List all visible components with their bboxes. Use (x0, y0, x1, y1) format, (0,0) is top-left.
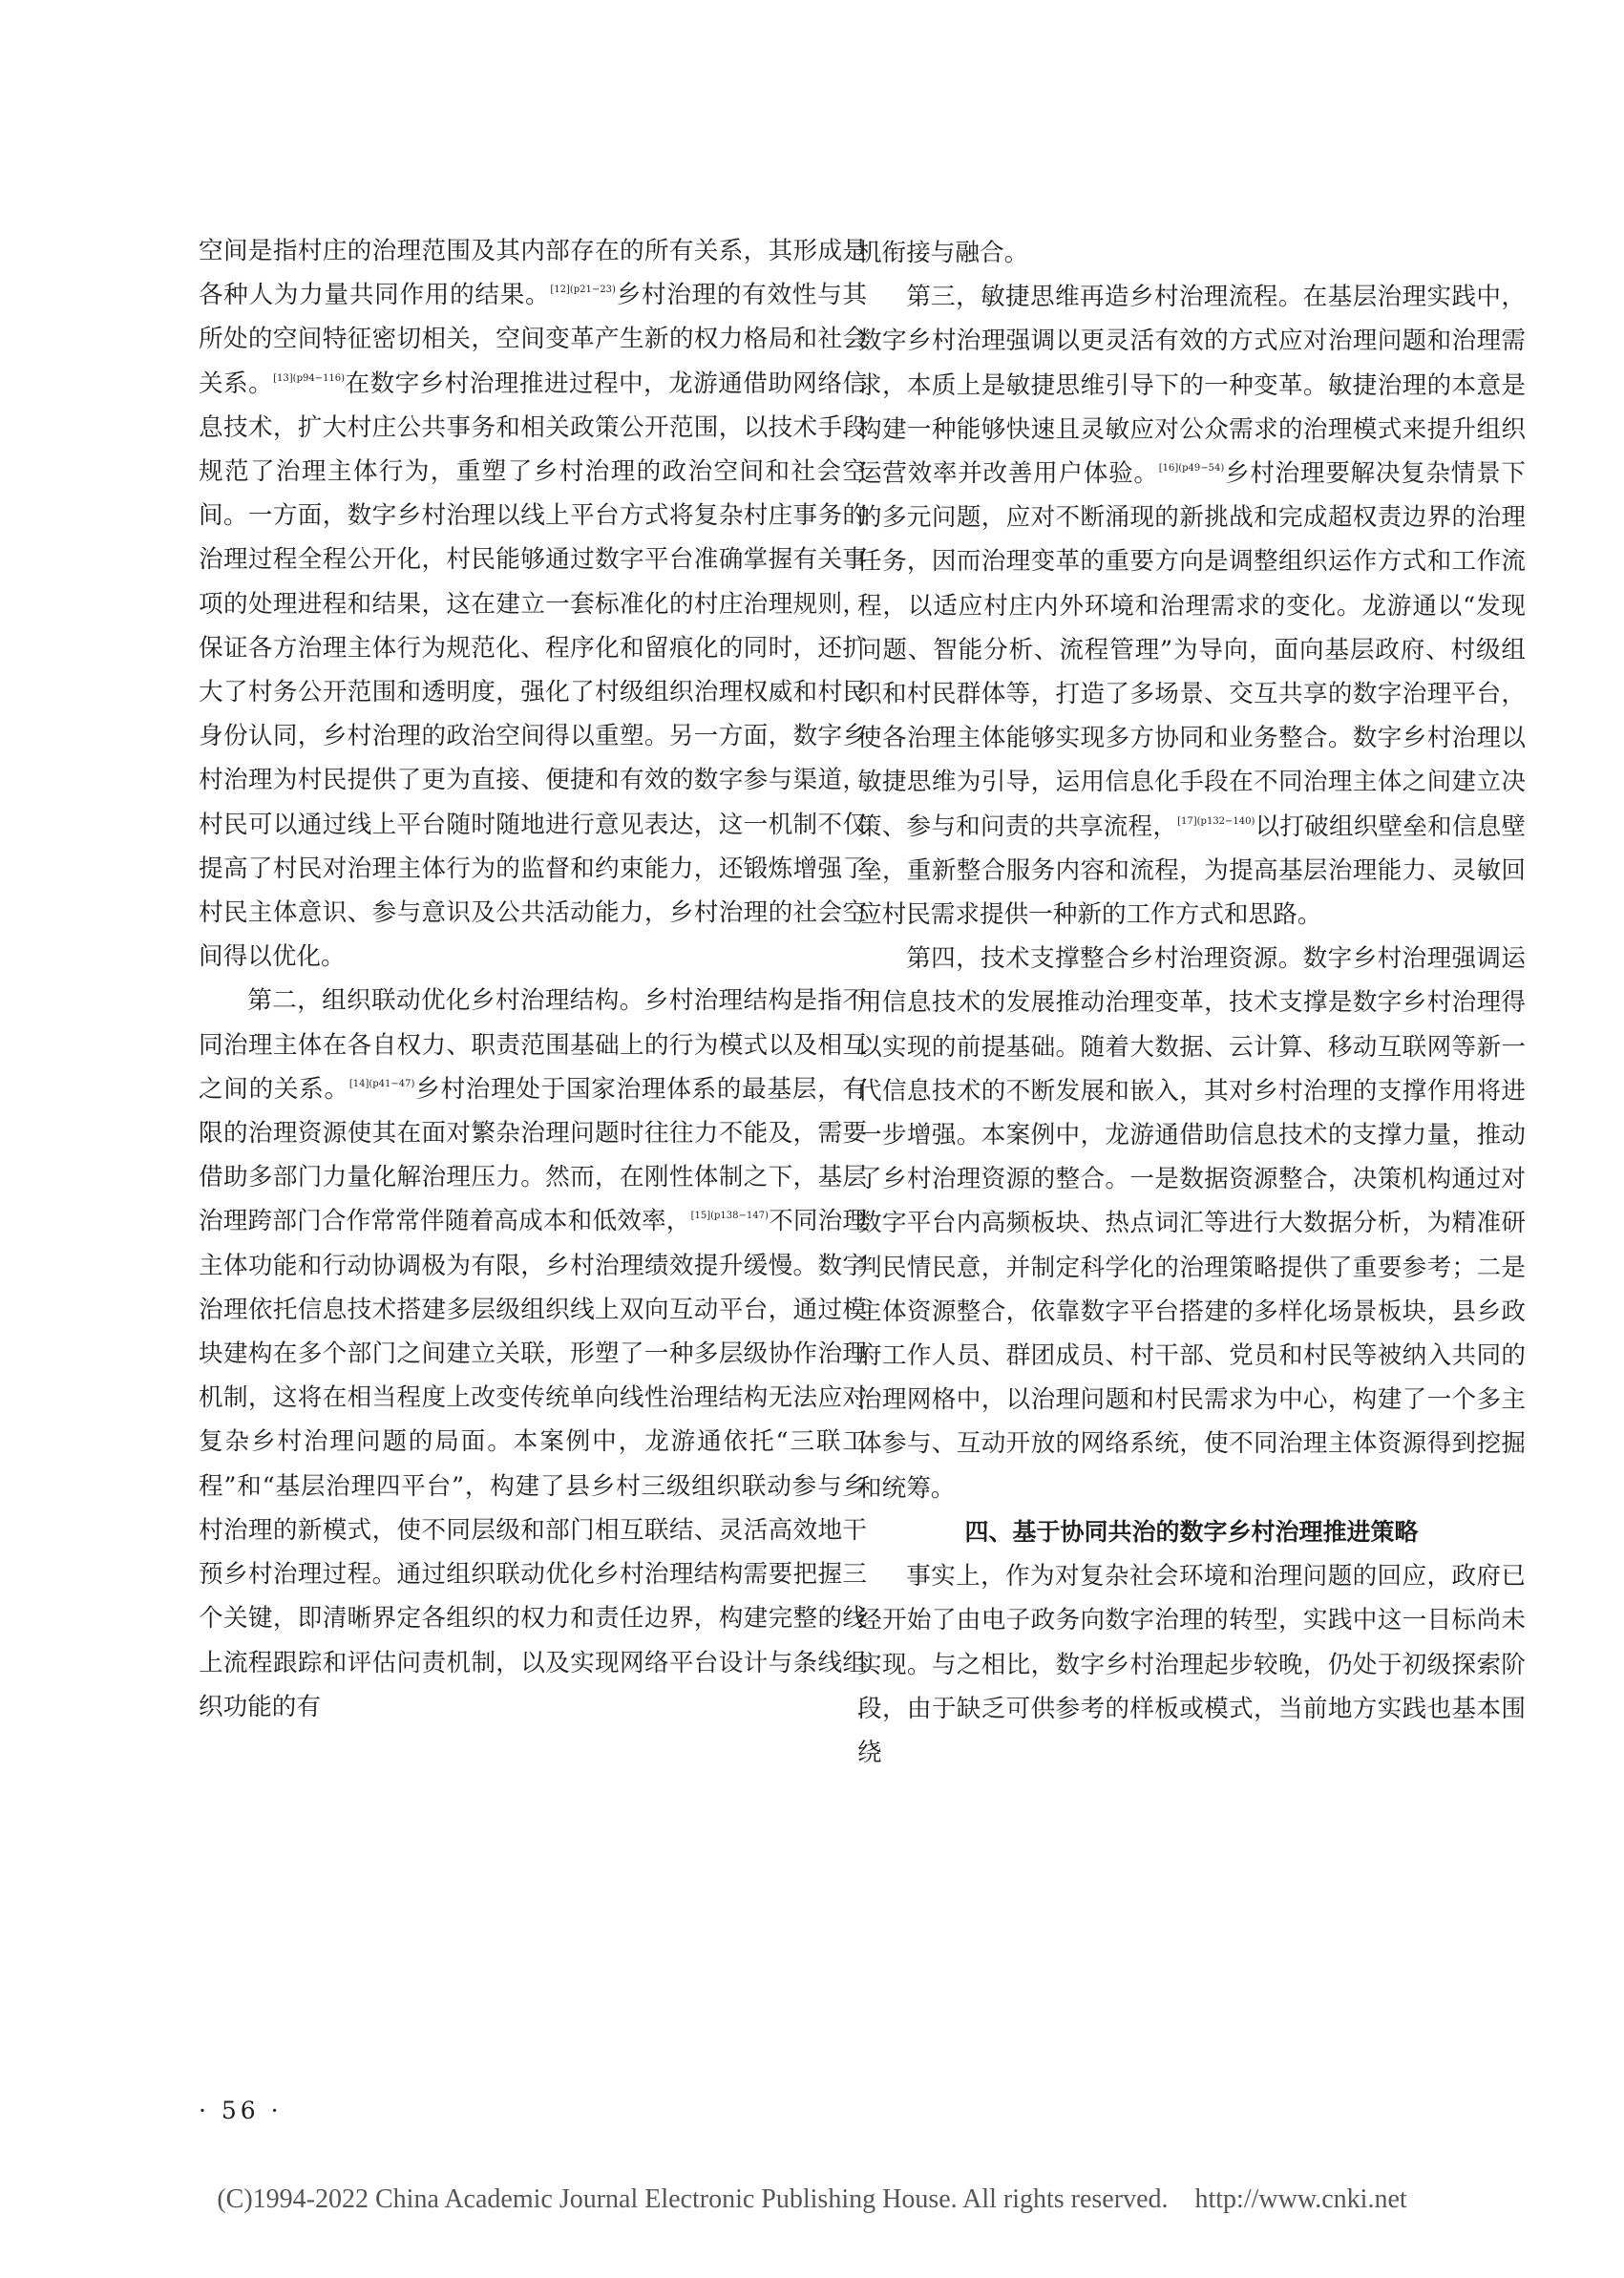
citation: [12](p21−23) (550, 285, 616, 296)
left-column (199, 229, 867, 1729)
right-column (857, 231, 1526, 1775)
paragraph-fourth-point: 第四，技术支撑整合乡村治理资源。数字乡村治理强调运用信息技术的发展推动治理变革，技术支撑是数字乡村治理得以实现的前提基础。随着大数据、云计算、移动互联网等新一代信息技术的不断发展和嵌入，其对乡村治理的支撑作用将进一步增强。本案例中，龙游通借助信息技术的支撑力量，推动了乡村治理资源的整合。一是数据资源整合，决策机构通过对数字平台内高频板块、热点词汇等进行大数据分析，为精准研判民情民意，并制定科学化的治理策略提供了重要参考；二是主体资源整合，依靠数字平台搭建的多样化场景板块，县乡政府工作人员、群团成员、村干部、党员和村民等被纳入共同的治理网格中，以治理问题和村民需求为中心，构建了一个多主体参与、互动开放的网络系统，使不同治理主体资源得到挖掘和统筹。 (857, 944, 1526, 1503)
copyright-footer: (C)1994-2022 China Academic Journal Electronic Publishing House. All rights reserved. http://www.cnki.net (217, 2184, 1407, 2214)
citation: [16](p49−54) (1158, 463, 1225, 475)
paragraph-space: 空间是指村庄的治理范围及其内部存在的所有关系，其形成是各种人为力量共同作用的结果。$^{[12](p21-23)}$乡村治理的有效性与其所处的空间特征密切相关，空间变革产生新的权力格局和社会关系。$^{[13](p94-116)}$在数字乡村治理推进过程中，龙游通借助网络信息技术，扩大村庄公共事务和相关政策公开范围，以技术手段规范了治理主体行为，重塑了乡村治理的政治空间和社会空间。一方面，数字乡村治理以线上平台方式将复杂村庄事务的治理过程全程公开化，村民能够通过数字平台准确掌握有关事项的处理进程和结果，这在建立一套标准化的村庄治理规则，保证各方治理主体行为规范化、程序化和留痕化的同时，还扩大了村务公开范围和透明度，强化了村级组织治理权威和村民身份认同，乡村治理的政治空间得以重塑。另一方面，数字乡村治理为村民提供了更为直接、便捷和有效的数字参与渠道，村民可以通过线上平台随时随地进行意见表达，这一机制不仅提高了村民对治理主体行为的监督和约束能力，还锻炼增强了村民主体意识、参与意识及公共活动能力，乡村治理的社会空间得以优化。 (199, 237, 867, 972)
paragraph-continuation: 机衔接与融合。 (857, 239, 1029, 267)
section-heading: 四、基于协同共治的数字乡村治理推进策略 (964, 1517, 1419, 1546)
citation: [13](p94−116) (273, 372, 346, 384)
citation: [14](p41−47) (348, 1078, 415, 1089)
page-number: · 56 · (199, 2097, 283, 2124)
citation: [15](p138−147) (690, 1211, 769, 1222)
paragraph-strategy: 事实上，作为对复杂社会环境和治理问题的回应，政府已经开始了由电子政务向数字治理的转型，实践中这一目标尚未实现。与之相比，数字乡村治理起步较晚，仍处于初级探索阶段，由于缺乏可供参考的样板或模式，当前地方实践也基本围绕 (857, 1562, 1526, 1767)
paragraph-third-point: 第三，敏捷思维再造乡村治理流程。在基层治理实践中，数字乡村治理强调以更灵活有效的方式应对治理问题和治理需求，本质上是敏捷思维引导下的一种变革。敏捷治理的本意是构建一种能够快速且灵敏应对公众需求的治理模式来提升组织运营效率并改善用户体验。$^{[16](p49-54)}$乡村治理要解决复杂情景下的多元问题，应对不断涌现的新挑战和完成超权责边界的治理任务，因而治理变革的重要方向是调整组织运作方式和工作流程，以适应村庄内外环境和治理需求的变化。龙游通以“发现问题、智能分析、流程管理”为导向，面向基层政府、村级组织和村民群体等，打造了多场景、交互共享的数字治理平台，使各治理主体能够实现多方协同和业务整合。数字乡村治理以敏捷思维为引导，运用信息化手段在不同治理主体之间建立决策、参与和问责的共享流程，$^{[17](p132-140)}$以打破组织壁垒和信息壁垒，重新整合服务内容和流程，为提高基层治理能力、灵敏回应村民需求提供一种新的工作方式和思路。 (857, 283, 1526, 930)
citation: [17](p132−140) (1177, 815, 1255, 827)
paragraph-second-point: 第二，组织联动优化乡村治理结构。乡村治理结构是指不同治理主体在各自权力、职责范围基础上的行为模式以及相互之间的关系。$^{[14](p41-47)}$乡村治理处于国家治理体系的最基层，有限的治理资源使其在面对繁杂治理问题时往往力不能及，需要借助多部门力量化解治理压力。然而，在刚性体制之下，基层治理跨部门合作常常伴随着高成本和低效率，$^{[15](p138-147)}$不同治理主体功能和行动协调极为有限，乡村治理绩效提升缓慢。数字治理依托信息技术搭建多层级组织线上双向互动平台，通过模块建构在多个部门之间建立关联，形塑了一种多层级协作治理机制，这将在相当程度上改变传统单向线性治理结构无法应对复杂乡村治理问题的局面。本案例中，龙游通依托“三联工程”和“基层治理四平台”，构建了县乡村三级组织联动参与乡村治理的新模式，使不同层级和部门相互联结、灵活高效地干预乡村治理过程。通过组织联动优化乡村治理结构需要把握三个关键，即清晰界定各组织的权力和责任边界，构建完整的线上流程跟踪和评估问责机制，以及实现网络平台设计与条线组织功能的有 (199, 986, 867, 1721)
